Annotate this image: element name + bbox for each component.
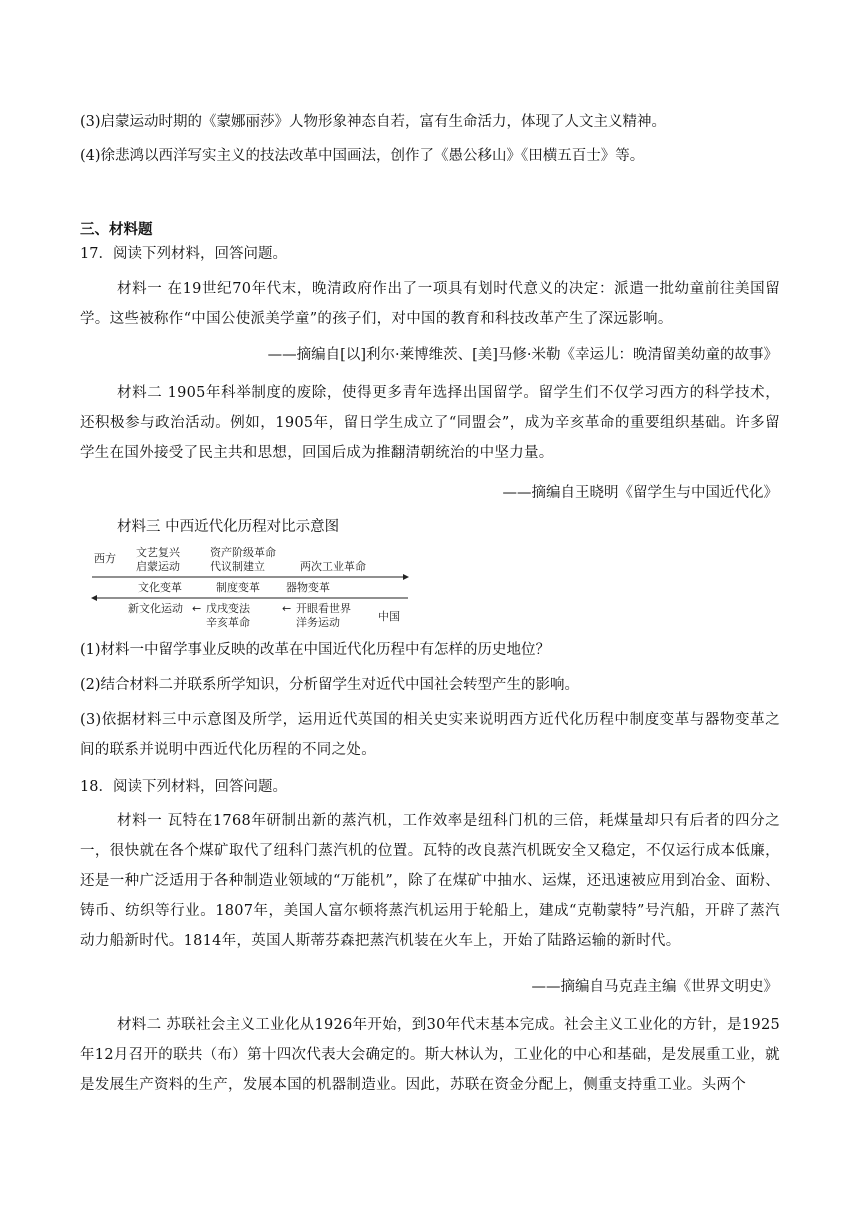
diagram-top-3: 两次工业革命 [300, 560, 366, 573]
diagram-top-2a: 资产阶级革命 [210, 546, 276, 559]
q17-question-3: (3)依据材料三中示意图及所学，运用近代英国的相关史实来说明西方近代化历程中制度变革与器物变革之间的联系并说明中西近代化历程的不同之处。 [80, 712, 780, 758]
diagram-mid-1: 文化变革 [138, 581, 182, 594]
q18-material-1-source: ——摘编自马克垚主编《世界文明史》 [531, 979, 778, 995]
diagram-bottom-3b: 洋务运动 [296, 616, 340, 629]
diagram-china-label: 中国 [378, 610, 400, 623]
diagram-bottom-1: 新文化运动 [128, 602, 183, 615]
q17-material-2: 材料二 1905年科举制度的废除，使得更多青年选择出国留学。留学生们不仅学习西方的科学技术，还积极参与政治活动。例如，1905年，留日学生成立了“同盟会”，成为辛亥革命的重要组织基础。许多留学生在国外接受了民主共和思想，回国后成为推翻清朝统治的中坚力量。 [80, 385, 780, 461]
q17-intro: 17．阅读下列材料，回答问题。 [80, 246, 287, 262]
diagram-top-1b: 启蒙运动 [136, 560, 180, 573]
q17-material-3-title: 材料三 中西近代化历程对比示意图 [117, 519, 340, 535]
section-heading: 三、材料题 [80, 222, 153, 238]
q16-item-3: (3)启蒙运动时期的《蒙娜丽莎》人物形象神态自若，富有生命活力，体现了人文主义精神。 [80, 114, 667, 130]
q16-item-4: (4)徐悲鸿以西洋写实主义的技法改革中国画法，创作了《愚公移山》《田横五百士》等。 [80, 148, 645, 164]
q17-question-1: (1)材料一中留学事业反映的改革在中国近代化历程中有怎样的历史地位？ [80, 642, 551, 658]
q18-intro: 18．阅读下列材料，回答问题。 [80, 779, 287, 795]
q17-material-1: 材料一 在19世纪70年代末，晚清政府作出了一项具有划时代意义的决定：派遣一批幼童前往美国留学。这些被称作“中国公使派美学童”的孩子们，对中国的教育和科技改革产生了深远影响。 [80, 281, 780, 327]
diagram-west-label: 西方 [94, 552, 116, 565]
diagram-arrow-glyph-1: ← [192, 602, 202, 615]
diagram-arrow-glyph-2: ← [282, 602, 292, 615]
q17-material-2-source: ——摘编自王晓明《留学生与中国近代化》 [502, 485, 778, 501]
diagram-mid-2: 制度变革 [216, 581, 260, 594]
diagram-bottom-2b: 辛亥革命 [206, 616, 250, 629]
q17-question-2: (2)结合材料二并联系所学知识，分析留学生对近代中国社会转型产生的影响。 [80, 677, 580, 693]
modernization-comparison-diagram [88, 544, 418, 634]
q17-material-1-source: ——摘编自[以]利尔·莱博维茨、[美]马修·米勒《幸运儿：晚清留美幼童的故事》 [267, 347, 778, 363]
diagram-bottom-2a: 戊戌变法 [206, 602, 250, 615]
q18-material-1: 材料一 瓦特在1768年研制出新的蒸汽机，工作效率是纽科门机的三倍，耗煤量却只有后者的四分之一，很快就在各个煤矿取代了纽科门蒸汽机的位置。瓦特的改良蒸汽机既安全又稳定，不仅运行成本低廉，还是一种广泛适用于各种制造业领域的“万能机”，除了在煤矿中抽水、运煤，还迅速被应用到冶金、面粉、铸币、纺织等行业。1807年，美国人富尔顿将蒸汽机运用于轮船上，建成“克勒蒙特”号汽船，开辟了蒸汽动力船新时代。1814年，英国人斯蒂芬森把蒸汽机装在火车上，开始了陆路运输的新时代。 [80, 813, 780, 949]
diagram-top-1a: 文艺复兴 [136, 546, 180, 559]
diagram-top-2b: 代议制建立 [210, 560, 265, 573]
diagram-mid-3: 器物变革 [286, 581, 330, 594]
diagram-bottom-3a: 开眼看世界 [296, 602, 351, 615]
q18-material-2: 材料二 苏联社会主义工业化从1926年开始，到30年代末基本完成。社会主义工业化的方针，是1925年12月召开的联共（布）第十四次代表大会确定的。斯大林认为，工业化的中心和基础，是发展重工业，就是发展生产资料的生产，发展本国的机器制造业。因此，苏联在资金分配上，侧重支持重工业。头两个 [80, 1017, 780, 1093]
